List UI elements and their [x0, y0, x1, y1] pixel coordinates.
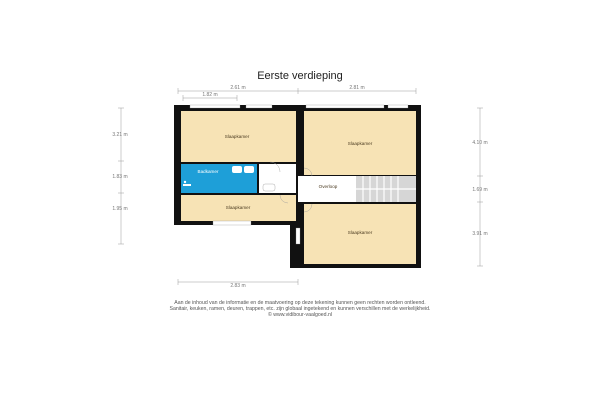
label-slaapkamer-top-right: Slaapkamer [347, 141, 373, 146]
label-slaapkamer-middle-left: Slaapkamer [225, 205, 251, 210]
room-overloop [298, 176, 356, 202]
dim-bottom-width: 2.83 m [230, 283, 246, 289]
dim-left-1: 3.21 m [112, 132, 128, 138]
disclaimer-line-3: © www.vidibour-vaalgoed.nl [267, 312, 333, 318]
dim-right-2: 1.69 m [472, 187, 488, 193]
dim-top-left-inner: 1.82 m [202, 92, 218, 98]
label-slaapkamer-bottom-right: Slaapkamer [347, 230, 373, 235]
dim-right-3: 3.91 m [472, 231, 488, 237]
dim-right-1: 4.10 m [472, 140, 488, 146]
disclaimer-line-2: Sanitair, keuken, ramen, deuren, trappen, etc. zijn globaal ingetekend en kunnen verschillen met de werkelijkheid. [169, 306, 431, 312]
dim-top-right-width: 2.81 m [349, 85, 365, 91]
disclaimer-line-1: Aan de inhoud van de informatie en de maatvoering op deze tekening kunnen geen rechten worden ontleend. [174, 300, 426, 306]
disclaimer [60, 300, 540, 318]
floor-title: Eerste verdieping [257, 70, 343, 82]
label-overloop: Overloop [318, 184, 338, 189]
dim-left-3: 1.95 m [112, 206, 128, 212]
dim-left-2: 1.83 m [112, 174, 128, 180]
label-slaapkamer-top-left: Slaapkamer [224, 134, 250, 139]
dim-top-left-width: 2.61 m [230, 85, 246, 91]
label-badkamer: Badkamer [197, 169, 219, 174]
